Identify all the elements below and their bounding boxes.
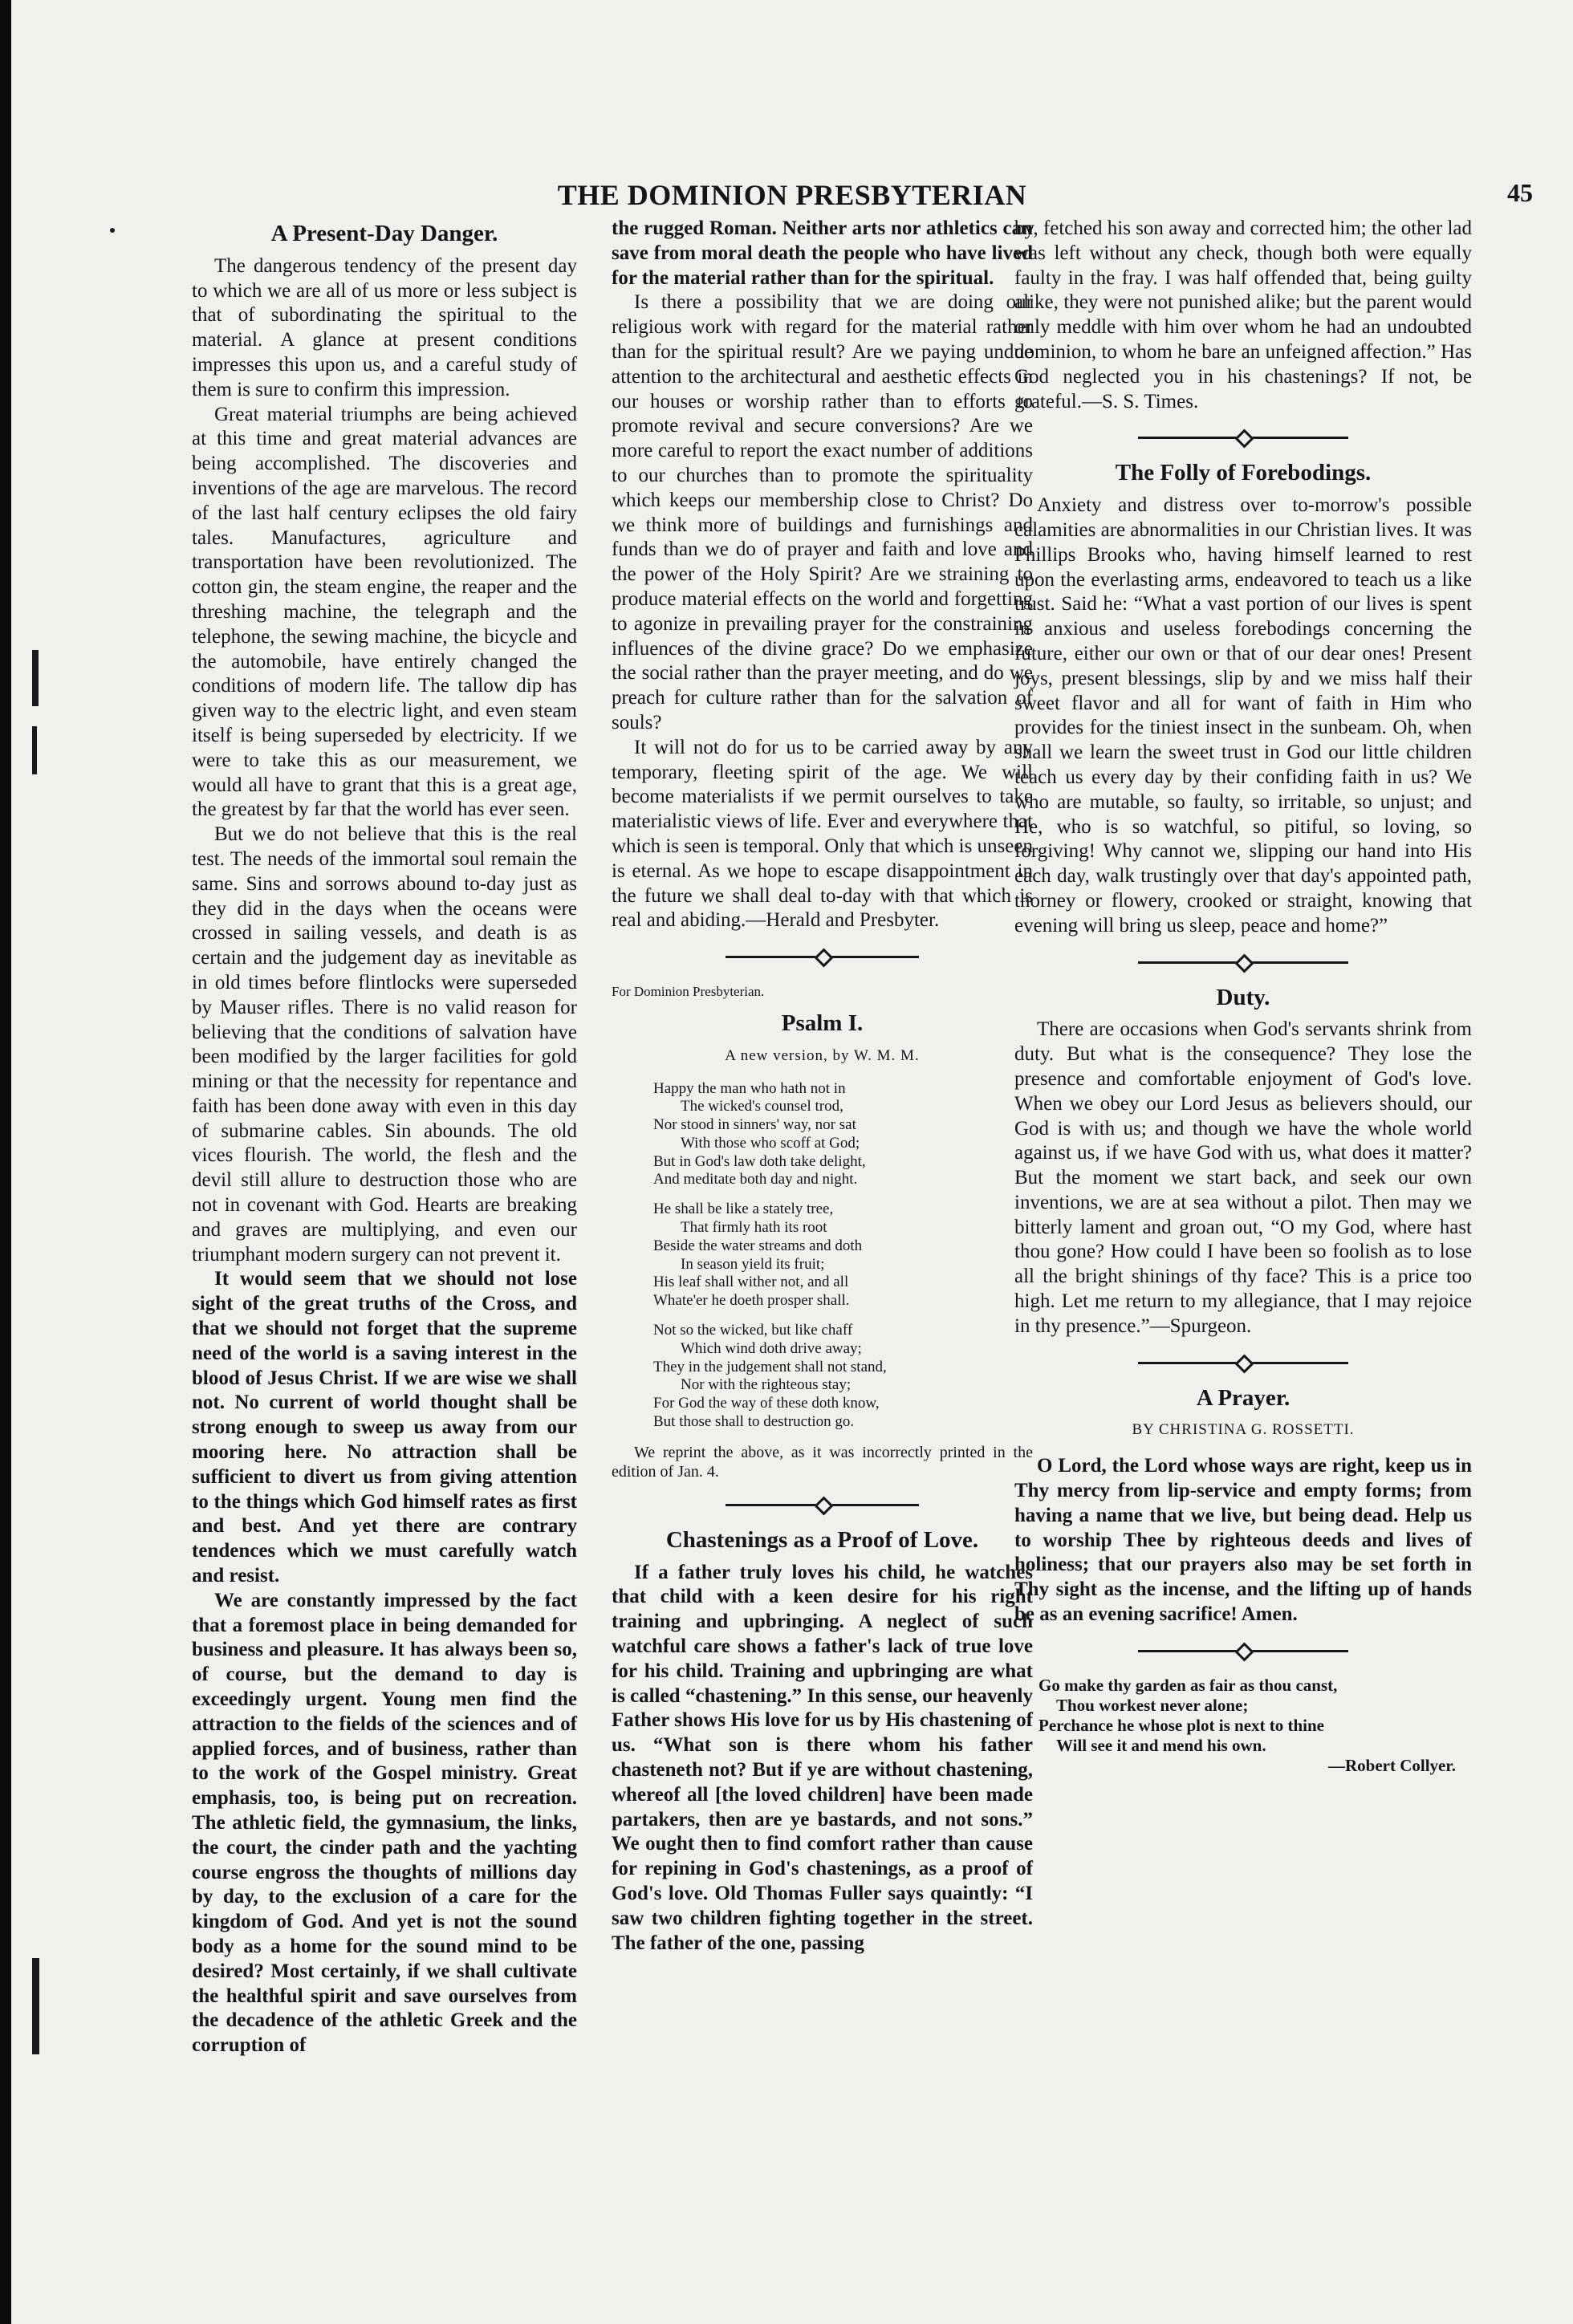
prayer-byline: BY CHRISTINA G. ROSSETTI.: [1132, 1421, 1355, 1439]
column-2: [612, 217, 1033, 1956]
poem-stanza: [653, 1201, 1033, 1310]
paragraph: The dangerous tendency of the present day to which we are all of us more or less subject is that of subordinating the spiritual to the material. A glance at present conditions impresses this upon us, and a careful study of them is sure to confirm this impression.: [192, 254, 577, 400]
paragraph: But we do not believe that this is the real test. The needs of the immortal soul remain the same. Sins and sorrows abound to-day just as they did in the days when the oceans were crossed in sailing vessels, and death is as certain and the judgement day as inevitable as in old times before flintlocks were superseded by Mauser rifles. There is no valid reason for believing that the conditions of salvation have been modified by the larger facilities for gold mining or that the necessity for repentance and faith has been done away with even in this day of submarine cables. Sin abounds. The old vices flourish. The world, the flesh and the devil still allure to destruction those who are not in covenant with God. Hearts are breaking and graves are multiplying, and even our triumphant modern surgery can not prevent it.: [192, 823, 577, 1266]
psalm-credit: For Dominion Presbyterian.: [612, 984, 765, 1000]
paragraph: Great material triumphs are being achieved at this time and great material advances are being accomplished. The discoveries and inventions of the age are marvelous. The record of the last half century eclipses the old fairy tales. Manufactures, agriculture and transportation have been revolutionized. The cotton gin, the steam engine, the reaper and the threshing machine, the telegraph and the telephone, the sewing machine, the bicycle and the automobile, have entirely changed the conditions of modern life. The tallow dip has given way to the electric light, and even steam itself is being superseded by electricity. If we were to take this as our measurement, we would all have to grant that this is a great age, the greatest by far that the world has ever seen.: [192, 403, 577, 821]
section-divider: [1138, 1354, 1348, 1371]
poem-line: He shall be like a stately tree,: [653, 1201, 834, 1218]
poem-line: For God the way of these doth know,: [653, 1395, 880, 1412]
article-title-duty: Duty.: [1216, 984, 1270, 1010]
poem-line: That firmly hath its root: [681, 1219, 827, 1237]
psalm-byline: A new version, by W. M. M.: [725, 1046, 920, 1064]
newspaper-page: [11, 0, 1573, 2324]
poem-line: They in the judgement shall not stand,: [653, 1358, 887, 1375]
reprint-note: We reprint the above, as it was incorrectly printed in the edition of Jan. 4.: [612, 1443, 1033, 1481]
section-divider: [1138, 429, 1348, 446]
poem-line: His leaf shall wither not, and all: [653, 1274, 849, 1291]
article-title-chastenings: Chastenings as a Proof of Love.: [665, 1526, 979, 1553]
poem-line: Happy the man who hath not in: [653, 1079, 846, 1097]
continued-paragraph: the rugged Roman. Neither arts nor athletics can save from moral death the people who have lived for the material rather than for the spiritual.: [612, 217, 1033, 289]
poem-line: With those who scoff at God;: [681, 1134, 860, 1152]
poem-stanza: [653, 1322, 1033, 1432]
column-1: [192, 217, 577, 2058]
poem-line: Which wind doth drive away;: [681, 1339, 862, 1357]
paragraph: If a father truly loves his child, he watches that child with a keen desire for his right training and upbringing. A neglect of such watchful care shows a father's lack of true love for his child. Training and upbringing are what is called “chastening.” In this sense, our heavenly Father shows His love for us by His chastening of us. “What son is there whom his father chasteneth not? But if ye are without chastening, whereof all [the loved children] have been made partakers, then are ye bastards, and not sons.” We ought then to find comfort rather than cause for repining in God's chastenings, as a proof of God's love. Old Thomas Fuller says quaintly: “I saw two children fighting together in the street. The father of the one, passing: [612, 1561, 1033, 1954]
stray-dot: [110, 228, 115, 233]
margin-mark-mid: [32, 726, 37, 774]
paragraph: It will not do for us to be carried away by any temporary, fleeting spirit of the age. We will become materialists if we permit ourselves to take materialistic views of life. Ever and everywhere that which is seen is temporal. Only that which is unseen is eternal. As we hope to escape disappointment in the future we shall deal to-day with that which is real and abiding.—Herald and Presbyter.: [612, 736, 1033, 932]
page-number: 45: [1507, 178, 1533, 207]
column-3: [1014, 217, 1472, 1776]
paragraph: Is there a possibility that we are doing our religious work with regard for the material rather than for the spiritual result? Are we paying undue attention to the architectural and aesthetic effects in our houses or worship rather than to efforts to promote revival and secure conversions? Are we more careful to report the exact number of additions to our churches than to promote the spirituality which keeps our membership close to Christ? Do we think more of buildings and furnishings and funds than we do of prayer and faith and love and the power of the Holy Spirit? Are we straining to produce material effects on the world and forgetting to agonize in prevailing prayer for the constraining influences of the divine grace? Do we emphasize the social rather than the prayer meeting, and do we preach for culture rather than for the salvation of souls?: [612, 291, 1033, 733]
section-divider: [1138, 953, 1348, 971]
verse-line: Thou workest never alone;: [1056, 1695, 1249, 1715]
poem-line: The wicked's counsel trod,: [681, 1098, 843, 1115]
verse-attribution: —Robert Collyer.: [1327, 1755, 1456, 1775]
masthead-title: THE DOMINION PRESBYTERIAN: [557, 179, 1027, 211]
article-title-present-day-danger: A Present-Day Danger.: [270, 221, 498, 246]
poem-line: Nor stood in sinners' way, nor sat: [653, 1116, 856, 1134]
poem-stanza: [653, 1080, 1033, 1190]
margin-mark-top: [32, 650, 39, 706]
paragraph: Anxiety and distress over to-morrow's possible calamities are abnormalities in our Christian lives. It was Phillips Brooks who, having himself learned to rest upon the everlasting arms, endeavored to teach us a like trust. Said he: “What a vast portion of our lives is spent in anxious and useless forebodings concerning the future, either our own or that of our dear ones! Present joys, present blessings, slip by and we miss half their sweet flavor and all for want of faith in Him who provides for the tiniest insect in the sunbeam. Oh, when shall we learn the sweet trust in God our little children teach us every day by their confiding faith in us? We who are mutable, so faulty, so irritable, so unjust; and He, who is so watchful, so pitiful, so loving, so forgiving! Why cannot we, slipping our hand into His each day, walk trustingly over that day's appointed path, thorney or flowery, crooked or straight, knowing that evening will bring us sleep, peace and home?”: [1014, 494, 1472, 937]
paragraph: We are constantly impressed by the fact that a foremost place in being demanded for business and pleasure. It has always been so, of course, but the demand to day is exceedingly urgent. Young men find the attraction to the fields of the sciences and of applied forces, and of business, rather than to the work of the Gospel ministry. Great emphasis, too, is being put on recreation. The athletic field, the gymnasium, the links, the court, the cinder path and the yachting course engross the thoughts of millions day by day, to the exclusion of a care for the kingdom of God. And yet is not the sound body as a home for the sound mind to be desired? Most certainly, if we shall cultivate the healthful spirit and save ourselves from the decadence of the athletic Greek and the corruption of: [192, 1589, 577, 2057]
poem-line: In season yield its fruit;: [681, 1255, 825, 1273]
verse-line: Perchance he whose plot is next to thine: [1039, 1715, 1325, 1735]
closing-verse: [1014, 1676, 1472, 1776]
verse-line: Will see it and mend his own.: [1056, 1735, 1266, 1755]
article-title-psalm: Psalm I.: [781, 1010, 864, 1036]
poem-line: Not so the wicked, but like chaff: [653, 1322, 853, 1339]
verse-line: Go make thy garden as fair as thou canst,: [1039, 1675, 1338, 1695]
poem-line: Nor with the righteous stay;: [681, 1376, 852, 1394]
section-divider: [726, 1496, 920, 1513]
page-header: [11, 178, 1573, 218]
paragraph: There are occasions when God's servants shrink from duty. But what is the consequence? They lose the presence and comfortable enjoyment of God's love. When we obey our Lord Jesus as believers should, our God is with us; and though we have the whole world against us, if we have God with us, what does it matter? But the moment we start back, and seek our own inventions, we are at sea without a pilot. Then may we bitterly lament and groan out, “O my God, where hast thou gone? How could I have been so foolish as to lose all the bright shinings of thy face? This is a price too high. Let me return to my allegiance, that I may rejoice in thy presence.”—Spurgeon.: [1014, 1018, 1472, 1337]
section-divider: [726, 948, 920, 965]
psalm-poem: [612, 1080, 1033, 1432]
section-divider: [1138, 1642, 1348, 1660]
poem-line: But those shall to destruction go.: [653, 1413, 855, 1431]
continued-paragraph: by, fetched his son away and corrected him; the other lad was left without any check, though both were equally faulty in the fray. I was half offended that, being guilty alike, they were not punished alike; but the parent would only meddle with him over whom he had an undoubted dominion, to whom he bare an unfeigned affection.” Has God neglected you in his chastenings? If not, be grateful.—S. S. Times.: [1014, 217, 1472, 412]
poem-line: Whate'er he doeth prosper shall.: [653, 1292, 850, 1310]
article-title-prayer: A Prayer.: [1196, 1384, 1291, 1411]
poem-line: And meditate both day and night.: [653, 1171, 858, 1188]
article-title-folly-of-forebodings: The Folly of Forebodings.: [1115, 460, 1372, 486]
margin-mark-bottom: [32, 1958, 39, 2054]
paragraph: O Lord, the Lord whose ways are right, keep us in Thy mercy from lip-service and empty forms; from having a name that we live, but being dead. Help us to worship Thee by righteous deeds and lives of holiness; that our prayers also may be set forth in Thy sight as the incense, and the lifting up of hands be as an evening sacrifice! Amen.: [1014, 1455, 1472, 1626]
poem-line: But in God's law doth take delight,: [653, 1152, 866, 1170]
paragraph: It would seem that we should not lose sight of the great truths of the Cross, and that we should not forget that the supreme need of the world is a saving interest in the blood of Jesus Christ. If we are wise we shall not. No current of world thought shall be strong enough to sweep us away from our mooring here. No attraction shall be sufficient to divert us from giving attention to the things which God himself rates as first and best. And yet there are contrary tendences which we must carefully watch and resist.: [192, 1268, 577, 1587]
poem-line: Beside the water streams and doth: [653, 1237, 863, 1254]
